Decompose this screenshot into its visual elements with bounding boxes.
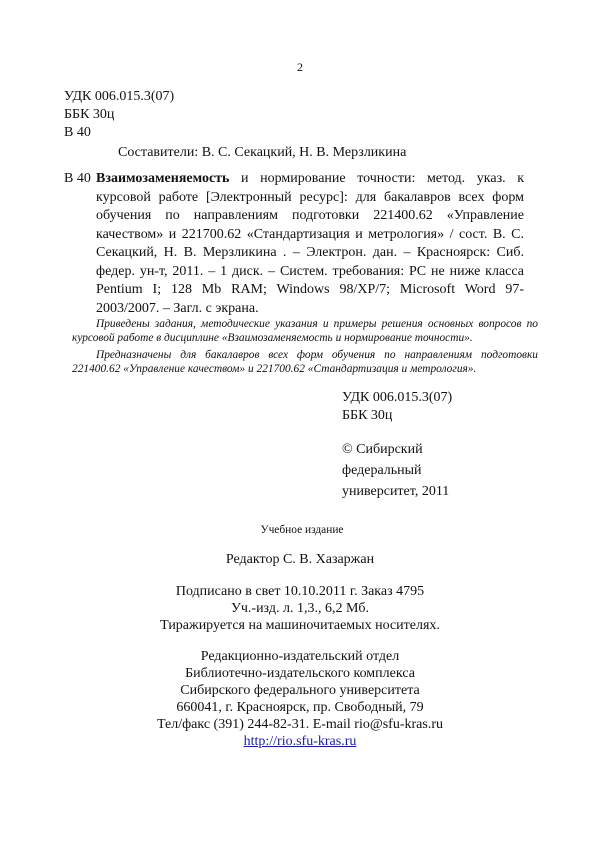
biblio-text	[96, 170, 524, 318]
biblio-code: В 40	[64, 171, 91, 186]
print-info-line: Уч.-изд. л. 1,3., 6,2 Мб.	[230, 601, 370, 616]
publisher-line: Сибирского федерального университета	[180, 683, 420, 698]
publisher-line: Редакционно-издательский отдел	[200, 649, 400, 664]
author-mark: В 40	[64, 125, 91, 140]
udc-code-right: УДК 006.015.3(07)	[342, 390, 453, 405]
copyright-line: федеральный	[342, 463, 422, 478]
bbk-code-right: ББК 30ц	[342, 408, 393, 423]
copyright-line: © Сибирский	[342, 442, 423, 457]
print-info-line: Подписано в свет 10.10.2011 г. Заказ 4795	[175, 584, 425, 599]
page-number: 2	[297, 60, 303, 74]
edition-type: Учебное издание	[260, 524, 344, 536]
copyright-line: университет, 2011	[342, 484, 450, 499]
bbk-code: ББК 30ц	[64, 107, 115, 122]
publisher-address: 660041, г. Красноярск, пр. Свободный, 79	[176, 700, 424, 715]
publisher-contacts: Тел/факс (391) 244-82-31. E-mail rio@sfu-kras.ru	[156, 717, 443, 732]
website-link[interactable]: http://rio.sfu-kras.ru	[243, 734, 357, 749]
annotation-paragraph: Приведены задания, методические указания и примеры решения основных вопросов по курсовой работе в дисциплине «Взаимозаменяемость и нормирование точности».	[72, 318, 538, 344]
compilers-line: Составители: В. С. Секацкий, Н. В. Мерзликина	[118, 145, 407, 160]
biblio-description: и нормирование точности: метод. указ. к курсовой работе [Электронный ресурс]: для бакалавров всех форм обучения по направлениям подготовки 221400.62 «Управление качеством» и 221700.62 «Стандартизация и метрология» / сост. В. С. Секацкий, Н. В. Мерзликина . – Электрон. дан. – Красноярск: Сиб. федер. ун-т, 2011. – 1 диск. – Систем. требования: PC не ниже класса Pentium I; 128 Mb RAM; Windows 98/XP/7; Microsoft Word 97-2003/2007. – Загл. с экрана.	[96, 171, 524, 316]
annotation-paragraph: Предназначены для бакалавров всех форм обучения по направлениям подготовки 221400.62 «Управление качеством» и 221700.62 «Стандартизация и метрология».	[72, 349, 538, 375]
website-row	[0, 733, 600, 751]
bibliographic-record	[64, 170, 524, 318]
udc-code: УДК 006.015.3(07)	[64, 89, 175, 104]
biblio-title: Взаимозаменяемость	[96, 171, 230, 186]
publisher-line: Библиотечно-издательского комплекса	[185, 666, 415, 681]
editor-line: Редактор С. В. Хазаржан	[225, 552, 375, 567]
print-info-line: Тиражируется на машиночитаемых носителях.	[160, 618, 440, 633]
annotation	[72, 318, 538, 380]
